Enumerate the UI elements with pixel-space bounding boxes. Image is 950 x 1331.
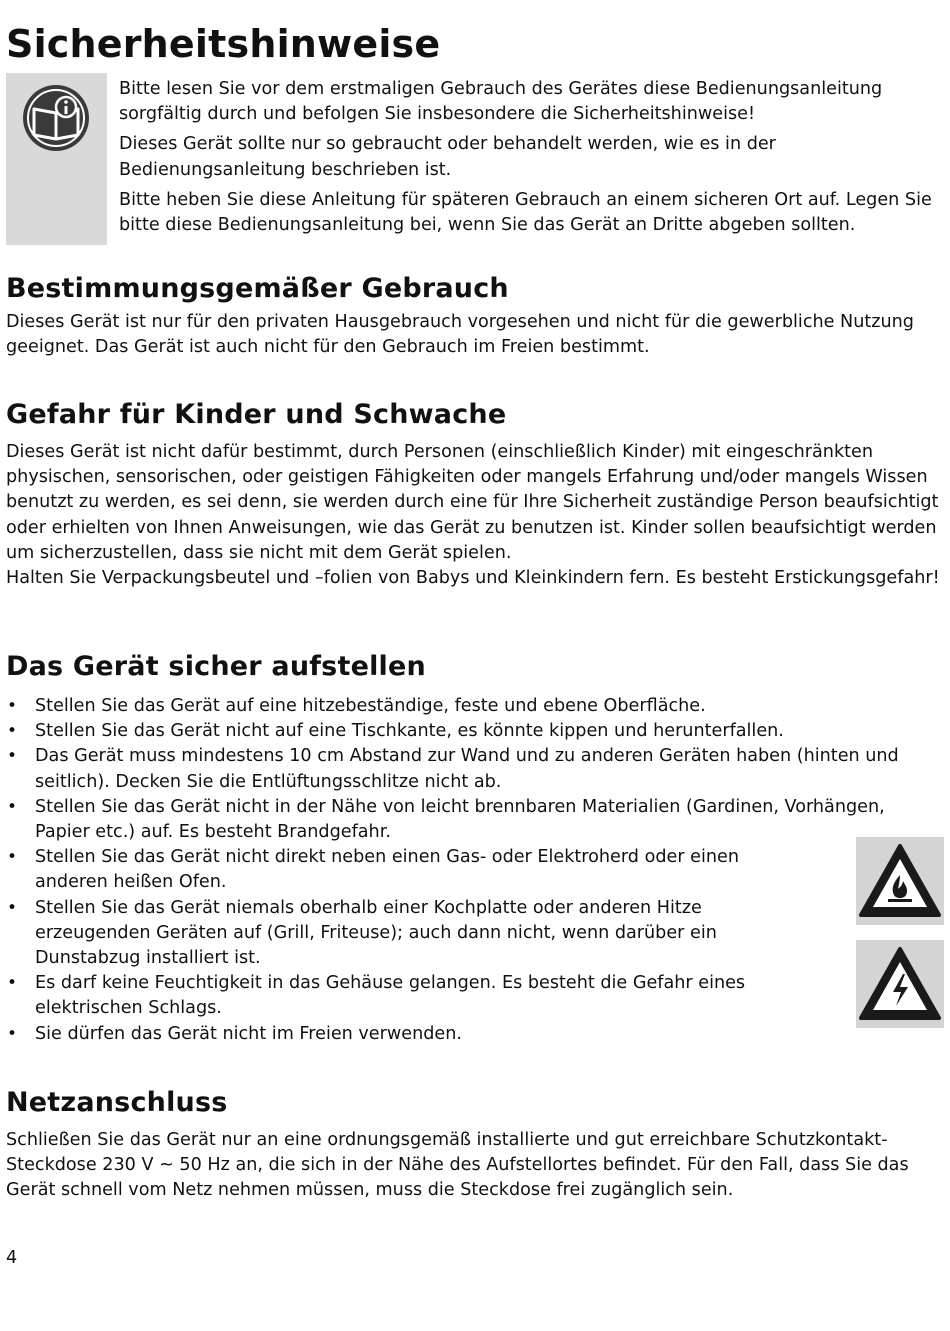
section-text: Dieses Gerät ist nicht dafür bestimmt, durch Personen (einschließlich Kinder) mit eingeschränkten physischen, sensorischen, oder geistigen Fähigkeiten oder mangels Erfahrung und/oder mangels Wissen benutzt zu werden, es sei denn, sie werden durch eine für Ihre Sicherheit zuständige Person beaufsichtigt oder erhielten von Ihnen Anweisungen, wie das Gerät zu benutzen ist. Kinder sollen beaufsichtigt werden um sicherzustellen, dass sie nicht mit dem Gerät spielen. bbox=[6, 442, 939, 563]
section-heading: Gefahr für Kinder und Schwache bbox=[6, 399, 507, 430]
fire-warning-box bbox=[856, 837, 944, 925]
list-item: • Es darf keine Feuchtigkeit in das Gehäuse gelangen. Es besteht die Gefahr eines elektrischen Schlags. bbox=[6, 971, 775, 1021]
list-item: • Stellen Sie das Gerät nicht direkt neben einen Gas- oder Elektroherd oder einen anderen heißen Ofen. bbox=[6, 845, 775, 895]
section-kinder bbox=[6, 398, 942, 591]
list-item: • Das Gerät muss mindestens 10 cm Abstand zur Wand und zu anderen Geräten haben (hinten und seitlich). Decken Sie die Entlüftungsschlitze nicht ab. bbox=[6, 744, 942, 794]
electric-warning-box bbox=[856, 940, 944, 1028]
fire-warning-icon bbox=[856, 837, 944, 925]
section-heading: Das Gerät sicher aufstellen bbox=[6, 651, 426, 682]
intro-paragraph: Bitte lesen Sie vor dem erstmaligen Gebrauch des Gerätes diese Bedienungsanleitung sorgfältig durch und befolgen Sie insbesondere die Sicherheitshinweise! bbox=[119, 79, 883, 125]
section-bestimmung bbox=[6, 272, 942, 360]
section-text: Halten Sie Verpackungsbeutel und –folien von Babys und Kleinkindern fern. Es besteht Erstickungsgefahr! bbox=[6, 568, 940, 589]
read-manual-icon bbox=[21, 83, 91, 153]
page-number: 4 bbox=[6, 1248, 18, 1268]
intro-paragraph: Bitte heben Sie diese Anleitung für späteren Gebrauch an einem sicheren Ort auf. Legen Sie bitte diese Bedienungsanleitung bei, wenn Sie das Gerät an Dritte abgeben sollten. bbox=[119, 189, 932, 236]
section-heading: Netzanschluss bbox=[6, 1087, 228, 1118]
section-heading: Bestimmungsgemäßer Gebrauch bbox=[6, 273, 509, 304]
list-item: • Stellen Sie das Gerät nicht auf eine Tischkante, es könnte kippen und herunterfallen. bbox=[6, 719, 942, 744]
section-netz bbox=[6, 1086, 942, 1204]
intro-text bbox=[119, 77, 942, 243]
list-item: • Sie dürfen das Gerät nicht im Freien verwenden. bbox=[6, 1022, 775, 1047]
section-aufstellen bbox=[6, 650, 942, 1047]
list-item: • Stellen Sie das Gerät niemals oberhalb einer Kochplatte oder anderen Hitze erzeugenden Geräten auf (Grill, Friteuse); auch dann nicht, wenn darüber ein Dunstabzug installiert ist. bbox=[6, 896, 775, 972]
icon-box bbox=[6, 73, 107, 245]
section-text: Dieses Gerät ist nur für den privaten Hausgebrauch vorgesehen und nicht für die gewerbliche Nutzung geeignet. Das Gerät ist auch nicht für den Gebrauch im Freien bestimmt. bbox=[6, 312, 914, 358]
page-title: Sicherheitshinweise bbox=[6, 22, 441, 66]
intro-paragraph: Dieses Gerät sollte nur so gebraucht oder behandelt werden, wie es in der Bedienungsanleitung beschrieben ist. bbox=[119, 134, 776, 180]
bullet-list bbox=[6, 694, 942, 1047]
intro-block bbox=[6, 73, 942, 245]
list-item: • Stellen Sie das Gerät nicht in der Nähe von leicht brennbaren Materialien (Gardinen, Vorhängen, Papier etc.) auf. Es besteht Brandgefahr. bbox=[6, 795, 942, 845]
section-text: Schließen Sie das Gerät nur an eine ordnungsgemäß installierte und gut erreichbare Schutzkontakt-Steckdose 230 V ~ 50 Hz an, die sich in der Nähe des Aufstellortes befindet. Für den Fall, dass Sie das Gerät schnell vom Netz nehmen müssen, muss die Steckdose frei zugänglich sein. bbox=[6, 1130, 909, 1201]
electric-shock-warning-icon bbox=[856, 940, 944, 1028]
list-item: • Stellen Sie das Gerät auf eine hitzebeständige, feste und ebene Oberfläche. bbox=[6, 694, 942, 719]
